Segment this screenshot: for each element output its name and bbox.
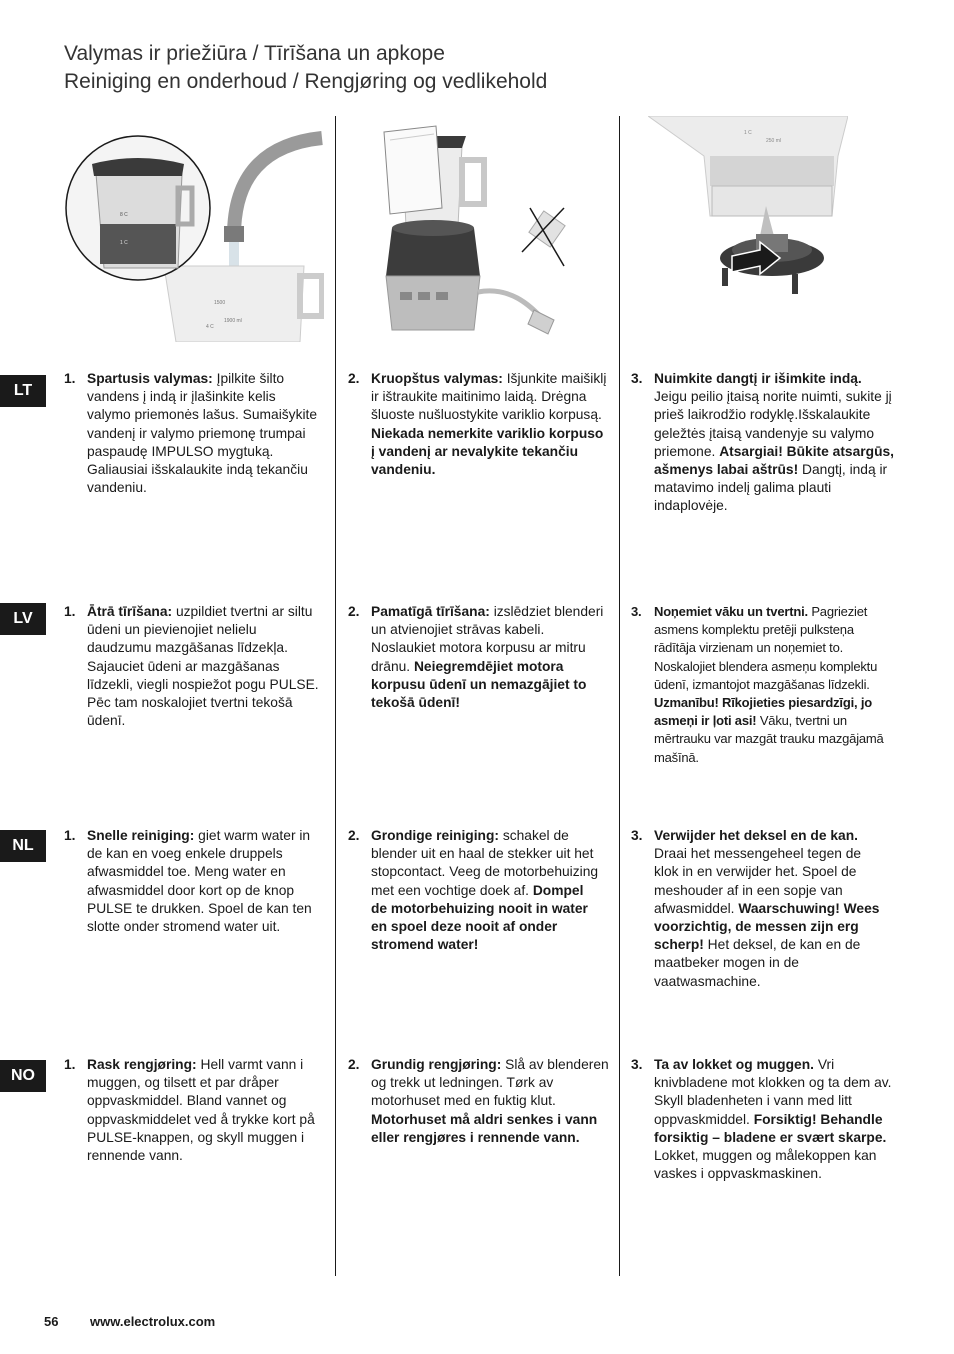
step-body: Vri knivbladene mot klokken og ta dem av. Skyll bladenheten i vann med litt oppvaskmiddel.	[654, 1057, 892, 1127]
step-text	[631, 603, 894, 767]
footer-url: www.electrolux.com	[90, 1314, 216, 1329]
step-body: schakel de blender uit en haal de stekker uit het stopcontact. Veeg de motorbehuizing met een vochtige doek af.	[371, 828, 599, 898]
jug-mark-label: 1500	[214, 300, 226, 306]
step-body: giet warm water in de kan en voeg enkele druppels afwasmiddel toe. Meng water en afwasmiddel door kort op de knop PULSE te drukken. Spoel de kan ten slotte onder stromend water uit.	[87, 828, 312, 935]
figure-remove-blade	[648, 116, 848, 342]
step-heading: Grondige reiniging:	[371, 828, 499, 843]
figure-wipe-motor	[370, 116, 580, 342]
step-number: 3.	[631, 371, 643, 386]
step-number: 3.	[631, 604, 642, 619]
lang-tab-lv: LV	[0, 603, 46, 635]
step-warning: Motorhuset må aldri senkes i vann eller rengjøres i rennende vann.	[371, 1111, 598, 1145]
step-text	[348, 1056, 609, 1147]
step-number: 1.	[64, 371, 76, 386]
step-text	[348, 370, 609, 479]
lang-tab-nl: NL	[0, 830, 46, 862]
step-body: Slå av blenderen og trekk ut ledningen. Tørk av motorhuset med en fuktig klut.	[371, 1057, 609, 1109]
step-body: Draai het messengeheel tegen de klok in en verwijder het. Spoel de meshouder af in een sopje van afwasmiddel.	[654, 846, 862, 916]
step-body: izslēdziet blenderi un atvienojiet strāvas kabeli. Noslaukiet motora korpusu ar mitru drānu.	[371, 604, 604, 674]
step-body: Pagrieziet asmens komplektu pretēji pulksteņa rādītāja virzienam un noņemiet to. Noskalojiet blendera asmeņu komplektu ūdenī, izmantojot mazgāšanas līdzekli.	[654, 604, 878, 692]
step-warning: Neiegremdējiet motora korpusu ūdenī un nemazgājiet to tekošā ūdenī!	[371, 658, 587, 711]
step-heading: Noņemiet vāku un tvertni.	[654, 604, 808, 619]
step-text	[64, 827, 323, 936]
lang-tab-no: NO	[0, 1060, 46, 1092]
step-body: Hell varmt vann i muggen, og tilsett et par dråper oppvaskmiddel. Bland vannet og oppvaskmiddelet ved å trykke kort på PULSE-knappen, og skyll muggen i rennende vann.	[87, 1057, 315, 1164]
step-text	[348, 827, 599, 954]
step-number: 2.	[348, 828, 360, 843]
jug-mark-label: 8 C	[120, 212, 128, 218]
jug-mark-label: 1 C	[120, 240, 128, 246]
step-number: 1.	[64, 1057, 76, 1072]
step-body-tail: Vāku, tvertni un mērtrauku var mazgāt trauku mazgājamā mašīnā.	[654, 713, 884, 765]
plug-icon	[528, 310, 554, 334]
step-body-tail: Dangtį, indą ir matavimo indelį galima plauti indaplovėje.	[654, 462, 888, 514]
step-heading: Nuimkite dangtį ir išimkite indą.	[654, 371, 862, 386]
column-divider	[619, 116, 620, 1276]
page-title	[64, 40, 547, 96]
column-divider	[335, 116, 336, 1276]
step-number: 2.	[348, 371, 360, 386]
step-heading: Spartusis valymas:	[87, 371, 213, 386]
step-text	[348, 603, 609, 712]
page-number: 56	[44, 1314, 59, 1329]
step-body: uzpildiet tvertni ar siltu ūdeni un pievienojiet nelielu daudzumu mazgāšanas līdzekļa. Sajauciet ūdeni ar mazgāšanas līdzekli, viegli nospiežot pogu PULSE. Pēc tam noskalojiet tvertni tekošā ūdenī.	[87, 604, 319, 729]
step-text	[631, 370, 894, 516]
step-text	[64, 603, 323, 730]
jug-mark-label: 1 C	[744, 130, 752, 136]
step-warning: Niekada nemerkite variklio korpuso į vandenį ar nevalykite tekančiu vandeniu.	[371, 425, 604, 478]
jug-mark-label: 250 ml	[766, 138, 782, 144]
step-warning: Waarschuwing! Wees voorzichtig, de messen zijn erg scherp!	[654, 900, 880, 953]
step-number: 2.	[348, 1057, 360, 1072]
step-heading: Snelle reiniging:	[87, 828, 195, 843]
step-number: 2.	[348, 604, 360, 619]
title-line-1: Valymas ir priežiūra / Tīrīšana un apkope	[64, 42, 445, 65]
figure-rinse-jug	[64, 116, 324, 342]
step-text	[64, 1056, 323, 1165]
step-warning: Dompel de motorbehuizing nooit in water en spoel deze nooit af onder stromend water!	[371, 882, 588, 953]
step-number: 1.	[64, 828, 76, 843]
step-text	[631, 827, 886, 991]
step-number: 1.	[64, 604, 76, 619]
step-number: 3.	[631, 1057, 643, 1072]
step-body: Jeigu peilio įtaisą norite nuimti, sukite jį prieš laikrodžio rodyklę.Išskalaukite geležtės įtaisą vandenyje su valymo priemone.	[654, 389, 892, 459]
jug-mark-label: 1900 ml	[224, 318, 242, 324]
step-heading: Pamatīgā tīrīšana:	[371, 604, 490, 619]
step-warning: Uzmanību! Rīkojieties piesardzīgi, jo asmeņi ir ļoti asi!	[654, 695, 872, 729]
step-body-tail: Het deksel, de kan en de maatbeker mogen in de vaatwasmachine.	[654, 937, 861, 989]
step-heading: Rask rengjøring:	[87, 1057, 197, 1072]
title-line-2: Reiniging en onderhoud / Rengjøring og vedlikehold	[64, 70, 548, 93]
step-text	[64, 370, 323, 497]
lang-tab-lt: LT	[0, 375, 46, 407]
step-heading: Verwijder het deksel en de kan.	[654, 828, 858, 843]
step-warning: Forsiktig! Behandle forsiktig – bladene er svært skarpe.	[654, 1111, 887, 1145]
step-text	[631, 1056, 892, 1183]
step-heading: Ta av lokket og muggen.	[654, 1057, 814, 1072]
step-warning: Atsargiai! Būkite atsargūs, ašmenys labai aštrūs!	[654, 443, 894, 478]
step-body: Išjunkite maišiklį ir ištraukite maitinimo laidą. Drėgna šluoste nušluostykite variklio korpusą.	[371, 371, 607, 423]
jug-mark-label: 4 C	[206, 324, 214, 330]
step-heading: Grundig rengjøring:	[371, 1057, 502, 1072]
step-heading: Ātrā tīrīšana:	[87, 604, 173, 619]
step-body-tail: Lokket, muggen og målekoppen kan vaskes i oppvaskmaskinen.	[654, 1148, 877, 1182]
step-number: 3.	[631, 828, 643, 843]
step-body: Įpilkite šilto vandens į indą ir įlašinkite kelis valymo priemonės lašus. Sumaišykite vandenį ir valymo priemonę trumpai paspaudę IMPULSO mygtuką. Galiausiai išskalaukite indą tekančiu vandeniu.	[87, 371, 318, 496]
step-heading: Kruopštus valymas:	[371, 371, 503, 386]
